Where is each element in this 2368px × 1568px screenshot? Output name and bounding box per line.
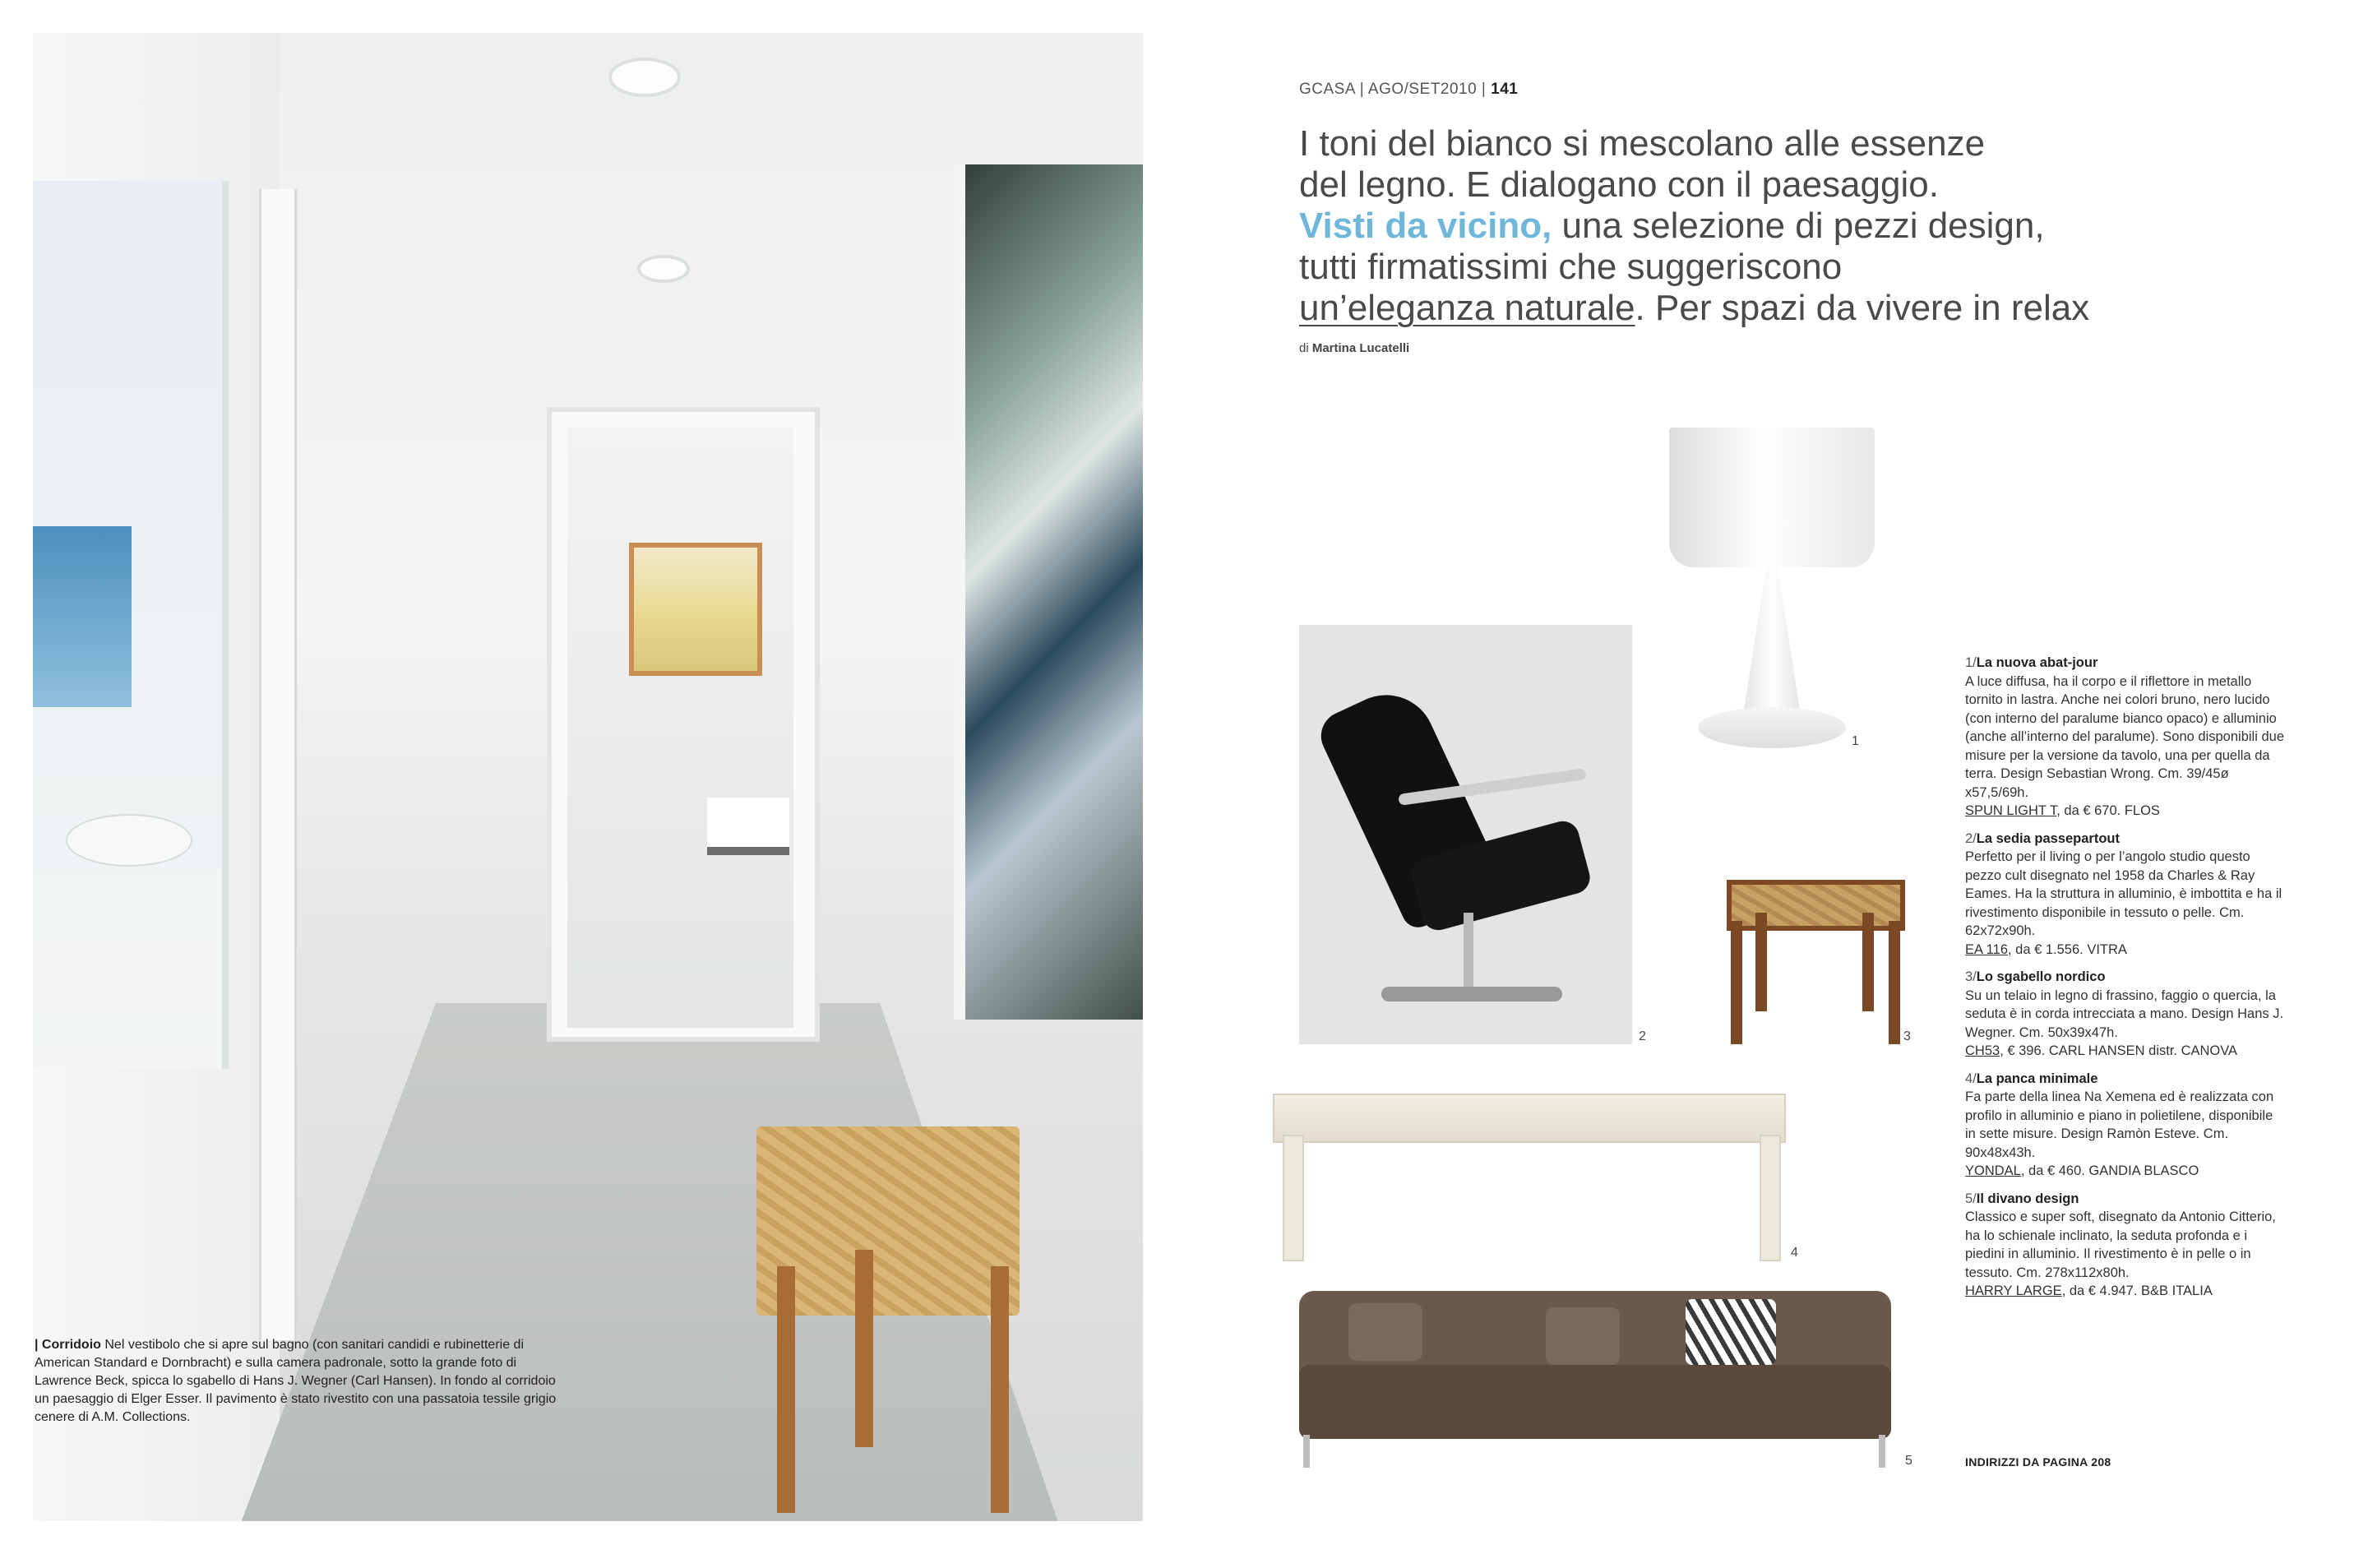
product-description: Fa parte della linea Na Xemena ed è realizzata con profilo in alluminio e piano in polietilene, disponibile in sette misure. Design Ramòn Esteve. Cm. 90x48x43h. <box>1965 1089 2274 1160</box>
product-description: Classico e super soft, disegnato da Antonio Citterio, ha lo schienale inclinato, la seduta profonda e i piedini in alluminio. Il rivestimento è in pelle o in tessuto. Cm. 278x112x80h. <box>1965 1210 2276 1280</box>
image-number: 4 <box>1791 1246 1798 1260</box>
corridor-photo <box>33 33 1143 1521</box>
image-number: 3 <box>1903 1029 1911 1043</box>
product-number: 4/ <box>1965 1071 1977 1086</box>
bedroom-view <box>567 428 793 1028</box>
headline-line: del legno. E dialogano con il paesaggio. <box>1299 164 1939 205</box>
product-price-line <box>1965 941 2286 960</box>
product-title <box>1965 654 2286 673</box>
page-number: 141 <box>1491 81 1519 98</box>
image-number: 5 <box>1905 1454 1912 1468</box>
product-model: YONDAL <box>1965 1163 2021 1178</box>
product-item <box>1965 830 2286 960</box>
bench-leg <box>1760 1135 1781 1261</box>
lamp-stem <box>1743 567 1801 715</box>
product-price: , da € 670. FLOS <box>2056 803 2160 818</box>
product-item <box>1965 1190 2286 1301</box>
product-model: SPUN LIGHT T <box>1965 803 2057 818</box>
issue-label: GCASA | AGO/SET2010 | <box>1299 81 1492 98</box>
stool-leg <box>1755 913 1767 1011</box>
product-title <box>1965 968 2286 987</box>
byline <box>1299 341 1409 355</box>
product-description: A luce diffusa, ha il corpo e il riflettore in metallo tornito in lastra. Anche nei colori bruno, nero lucido (con interno del paralume bianco opaco) e alluminio (anche all’interno del paralume). Sono disponibili due misure per la versione da tavolo, una per quella da terra. Design Sebastian Wrong. Cm. 39/45ø x57,5/69h. <box>1965 673 2284 800</box>
product-number: 1/ <box>1965 655 1977 670</box>
addresses-note: INDIRIZZI DA PAGINA 208 <box>1965 1455 2111 1469</box>
sink <box>66 814 192 867</box>
lamp-shade <box>1669 428 1875 567</box>
landscape-painting <box>629 543 762 676</box>
product-price: , da € 4.947. B&B ITALIA <box>2061 1284 2213 1298</box>
sofa-foot <box>1303 1435 1310 1468</box>
product-name: La sedia passepartout <box>1976 830 2120 846</box>
product-name: Il divano design <box>1976 1191 2079 1206</box>
headline-line <box>1299 288 2204 329</box>
product-number: 5/ <box>1965 1191 1977 1206</box>
stool-leg <box>855 1250 873 1447</box>
product-description: Su un telaio in legno di frassino, faggio o quercia, la seduta è in corda intrecciata a mano. Design Hans J. Wegner. Cm. 50x39x47h. <box>1965 988 2284 1040</box>
bench-leg <box>1283 1135 1304 1261</box>
bench-top <box>1273 1094 1786 1143</box>
product-item <box>1965 654 2286 821</box>
product-number: 3/ <box>1965 969 1977 984</box>
product-price: , da € 460. GANDIA BLASCO <box>2020 1163 2199 1178</box>
product-list <box>1965 654 2286 1310</box>
ceiling-light <box>608 58 681 97</box>
bathroom-window <box>33 526 132 707</box>
product-price-line <box>1965 1282 2286 1301</box>
stool-leg <box>991 1266 1009 1513</box>
caption-title: | Corridoio <box>35 1338 101 1352</box>
product-price-line <box>1965 802 2286 821</box>
product-price: , € 396. CARL HANSEN distr. CANOVA <box>2000 1043 2238 1058</box>
product-name: Lo sgabello nordico <box>1976 969 2106 984</box>
stool-leg <box>1889 921 1900 1044</box>
product-price-line <box>1965 1162 2286 1181</box>
image-number: 1 <box>1852 734 1859 748</box>
lamp-base <box>1698 707 1846 748</box>
product-number: 2/ <box>1965 830 1977 846</box>
product-name: La nuova abat-jour <box>1976 655 2098 670</box>
product-model: EA 116 <box>1965 941 2008 957</box>
headline-accent: Visti da vicino, <box>1299 206 1552 246</box>
caption-text: Nel vestibolo che si apre sul bagno (con sanitari candidi e rubinetterie di American Standard e Dornbracht) e sulla camera padronale, sotto la grande foto di Lawrence Beck, spicca lo sgabello di Hans J. Wegner (Carl Hansen). In fondo al corridoio un paesaggio di Elger Esser. Il pavimento è stato rivestito con una passatoia tessile grigio cenere di A.M. Collections. <box>35 1338 557 1424</box>
sofa-cushion <box>1348 1303 1422 1361</box>
stool-leg <box>1862 913 1874 1011</box>
product-model: CH53 <box>1965 1043 2000 1058</box>
product-item <box>1965 968 2286 1061</box>
magazine-header <box>1299 81 1518 99</box>
ceiling-light <box>637 255 690 283</box>
sofa-foot <box>1879 1435 1885 1468</box>
stool-leg <box>1731 921 1742 1044</box>
headline-text: . Per spazi da vivere in relax <box>1635 288 2090 328</box>
headline-line: tutti firmatissimi che suggeriscono <box>1299 247 1843 287</box>
large-photograph <box>954 164 1143 1020</box>
headline <box>1299 123 2204 329</box>
stool-seat <box>1727 880 1905 931</box>
sliding-door <box>259 189 297 1340</box>
product-item <box>1965 1070 2286 1181</box>
wegner-stool <box>756 1126 1020 1316</box>
product-description: Perfetto per il living o per l’angolo studio questo pezzo cult disegnato nel 1958 da Charles & Ray Eames. Ha la struttura in alluminio, è imbottita e ha il rivestimento disponibile in tessuto o pelle. Cm. 62x72x90h. <box>1965 849 2282 938</box>
headline-line <box>1299 206 2204 247</box>
product-title <box>1965 1190 2286 1209</box>
chair-column <box>1464 913 1473 995</box>
photo-caption <box>35 1336 561 1427</box>
stool-leg <box>777 1266 795 1513</box>
striped-pillow <box>1686 1299 1776 1365</box>
sofa-cushion <box>1546 1307 1620 1365</box>
sofa-seat <box>1299 1365 1891 1439</box>
product-price-line <box>1965 1042 2286 1061</box>
chair-base <box>1381 987 1562 1001</box>
product-title <box>1965 830 2286 849</box>
headline-line: I toni del bianco si mescolano alle essenze <box>1299 123 1986 164</box>
product-model: HARRY LARGE <box>1965 1284 2062 1298</box>
product-price: , da € 1.556. VITRA <box>2008 941 2127 957</box>
headline-text: una selezione di pezzi design, <box>1552 206 2045 246</box>
product-title <box>1965 1070 2286 1089</box>
product-name: La panca minimale <box>1976 1071 2098 1086</box>
headline-underlined: un’eleganza naturale <box>1299 288 1635 328</box>
bed <box>707 798 789 855</box>
byline-prefix: di <box>1299 341 1312 355</box>
byline-author: Martina Lucatelli <box>1311 341 1410 355</box>
image-number: 2 <box>1639 1029 1646 1043</box>
